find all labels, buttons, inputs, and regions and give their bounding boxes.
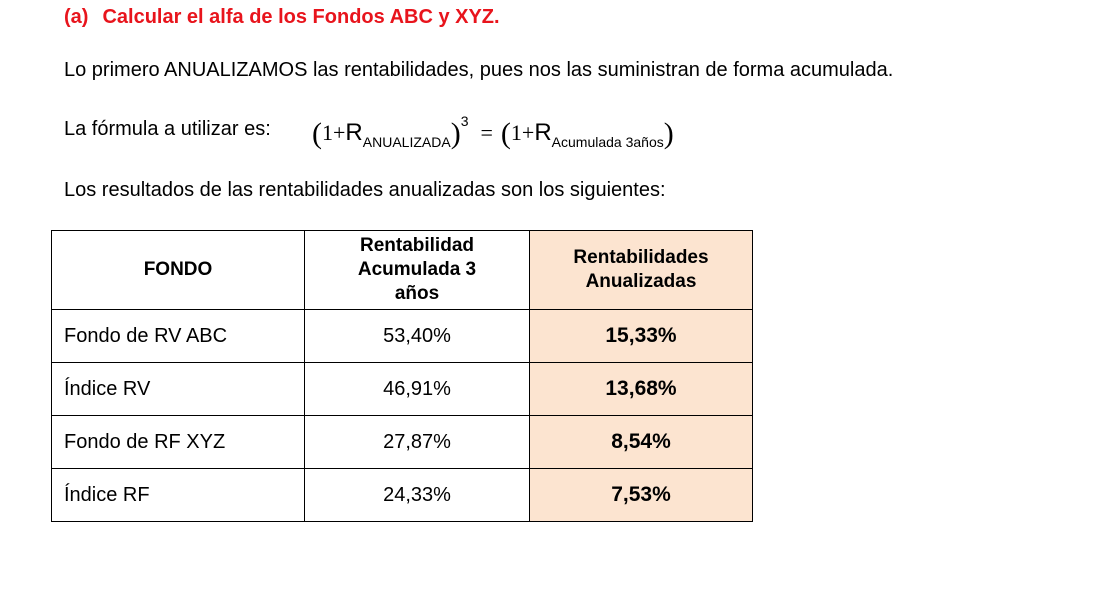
formula-r-left: R [345,119,363,146]
formula-exponent: 3 [460,113,469,129]
row-acumulada: 24,33% [305,469,530,522]
formula-sub-anualizada: ANUALIZADA [362,134,451,150]
section-label: (a) [64,6,89,28]
row-acumulada: 46,91% [305,363,530,416]
results-intro: Los resultados de las rentabilidades anualizadas son los siguientes: [64,179,666,201]
header-acumulada-line2: Acumulada 3 [357,259,477,280]
formula-one-right: 1 [510,120,522,145]
formula-r-right: R [534,119,552,146]
row-fondo: Índice RV [52,363,305,416]
formula-plus-right: + [521,120,535,145]
intro-paragraph: Lo primero ANUALIZAMOS las rentabilidades, pues nos las suministran de forma acumulada. [64,59,894,81]
header-acumulada-line1: Rentabilidad [359,235,474,256]
returns-table [51,230,753,522]
section-title: Calcular el alfa de los Fondos ABC y XYZ. [102,6,500,28]
header-anualizadas [530,231,753,310]
annualization-formula: $(1+R_{ANUALIZADA})^3 = (1+R_{Acumulada 3años})$ [312,113,674,150]
table-row [52,363,753,416]
formula-plus-left: + [333,120,346,145]
header-fondo: FONDO [52,231,305,310]
header-anualizadas-line2: Anualizadas [585,271,697,292]
table-header-row [52,231,753,310]
table-row [52,416,753,469]
formula-sub-acumulada: Acumulada 3años [551,134,664,150]
row-anualizada: 7,53% [530,469,753,522]
header-acumulada-line3: años [394,283,440,304]
row-anualizada: 15,33% [530,310,753,363]
formula-lead: La fórmula a utilizar es: [64,118,271,140]
header-acumulada [305,231,530,310]
row-acumulada: 53,40% [305,310,530,363]
row-anualizada: 13,68% [530,363,753,416]
section-heading [64,6,500,29]
row-fondo: Fondo de RV ABC [52,310,305,363]
row-fondo: Índice RF [52,469,305,522]
header-anualizadas-line1: Rentabilidades [573,247,709,268]
row-acumulada: 27,87% [305,416,530,469]
formula-equals: = [480,120,493,145]
row-anualizada: 8,54% [530,416,753,469]
formula-one-left: 1 [322,120,333,145]
row-fondo: Fondo de RF XYZ [52,416,305,469]
table-row [52,469,753,522]
table-row [52,310,753,363]
